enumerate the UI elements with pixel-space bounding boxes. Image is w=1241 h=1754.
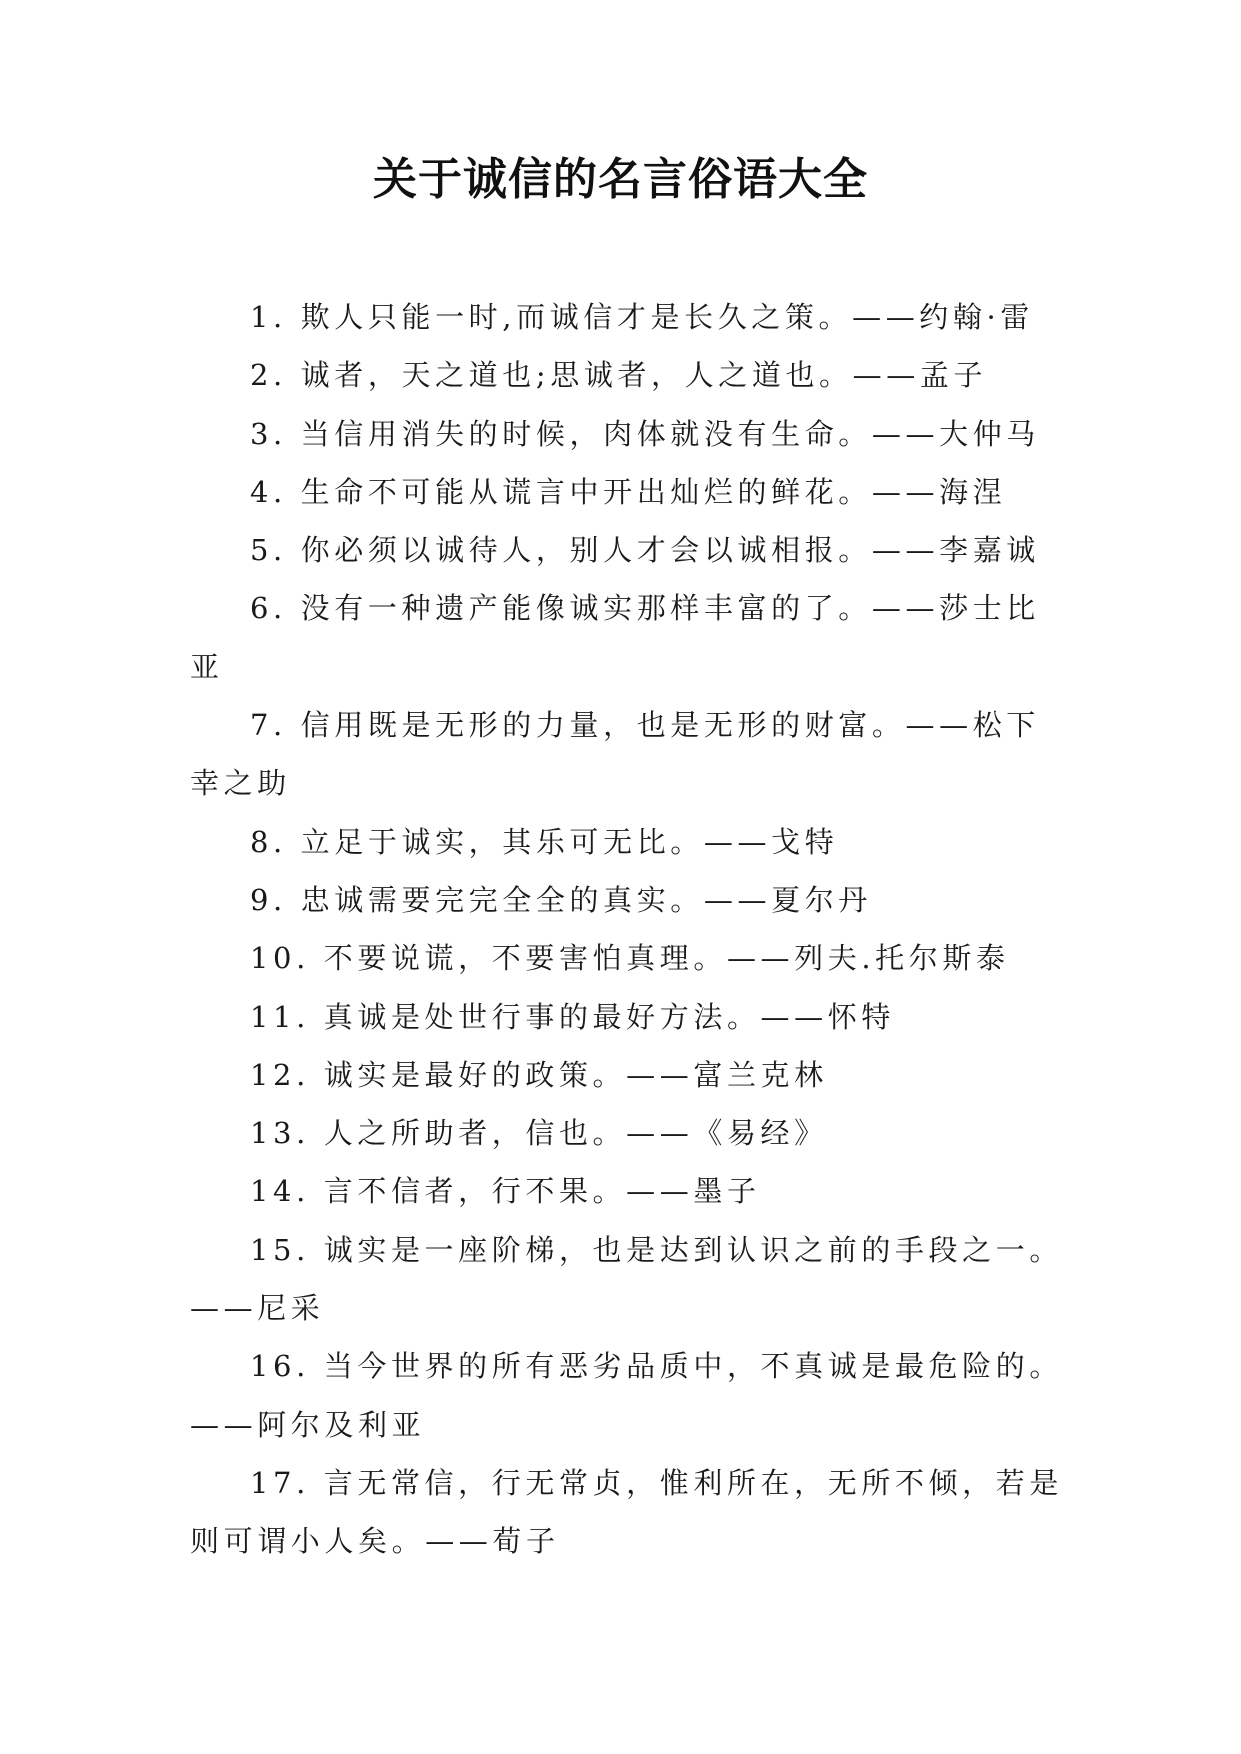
- quote-item: 14. 言不信者，行不果。——墨子: [250, 1174, 761, 1209]
- quote-item: 13. 人之所助者，信也。——《易经》: [250, 1116, 828, 1151]
- quote-item: 2. 诚者，天之道也;思诚者，人之道也。——孟子: [250, 358, 988, 393]
- quote-item: 8. 立足于诚实，其乐可无比。——戈特: [250, 824, 839, 859]
- quote-item: 12. 诚实是最好的政策。——富兰克林: [250, 1057, 828, 1092]
- quote-item: 9. 忠诚需要完完全全的真实。——夏尔丹: [250, 882, 872, 917]
- quote-item: 10. 不要说谎，不要害怕真理。——列夫.托尔斯泰: [250, 941, 1010, 976]
- quote-list: [190, 288, 1070, 1571]
- quote-item: 7. 信用既是无形的力量，也是无形的财富。——松下幸之助: [190, 708, 1040, 801]
- quote-item: 17. 言无常信，行无常贞，惟利所在，无所不倾，若是则可谓小人矣。——荀子: [190, 1465, 1063, 1559]
- quote-item: 3. 当信用消失的时候，肉体就没有生命。——大仲马: [250, 416, 1040, 451]
- quote-item: 15. 诚实是一座阶梯，也是达到认识之前的手段之一。——尼采: [190, 1232, 1063, 1326]
- quote-item: 6. 没有一种遗产能像诚实那样丰富的了。——莎士比亚: [190, 591, 1040, 684]
- page-title: 关于诚信的名言俗语大全: [373, 154, 868, 205]
- quote-item: 1. 欺人只能一时,而诚信才是长久之策。——约翰·雷: [250, 300, 1034, 334]
- quote-item: 5. 你必须以诚待人，别人才会以诚相报。——李嘉诚: [250, 533, 1040, 568]
- quote-item: 4. 生命不可能从谎言中开出灿烂的鲜花。——海涅: [250, 474, 1007, 509]
- quote-item: 11. 真诚是处世行事的最好方法。——怀特: [250, 999, 895, 1034]
- quote-item: 16. 当今世界的所有恶劣品质中，不真诚是最危险的。——阿尔及利亚: [190, 1349, 1063, 1442]
